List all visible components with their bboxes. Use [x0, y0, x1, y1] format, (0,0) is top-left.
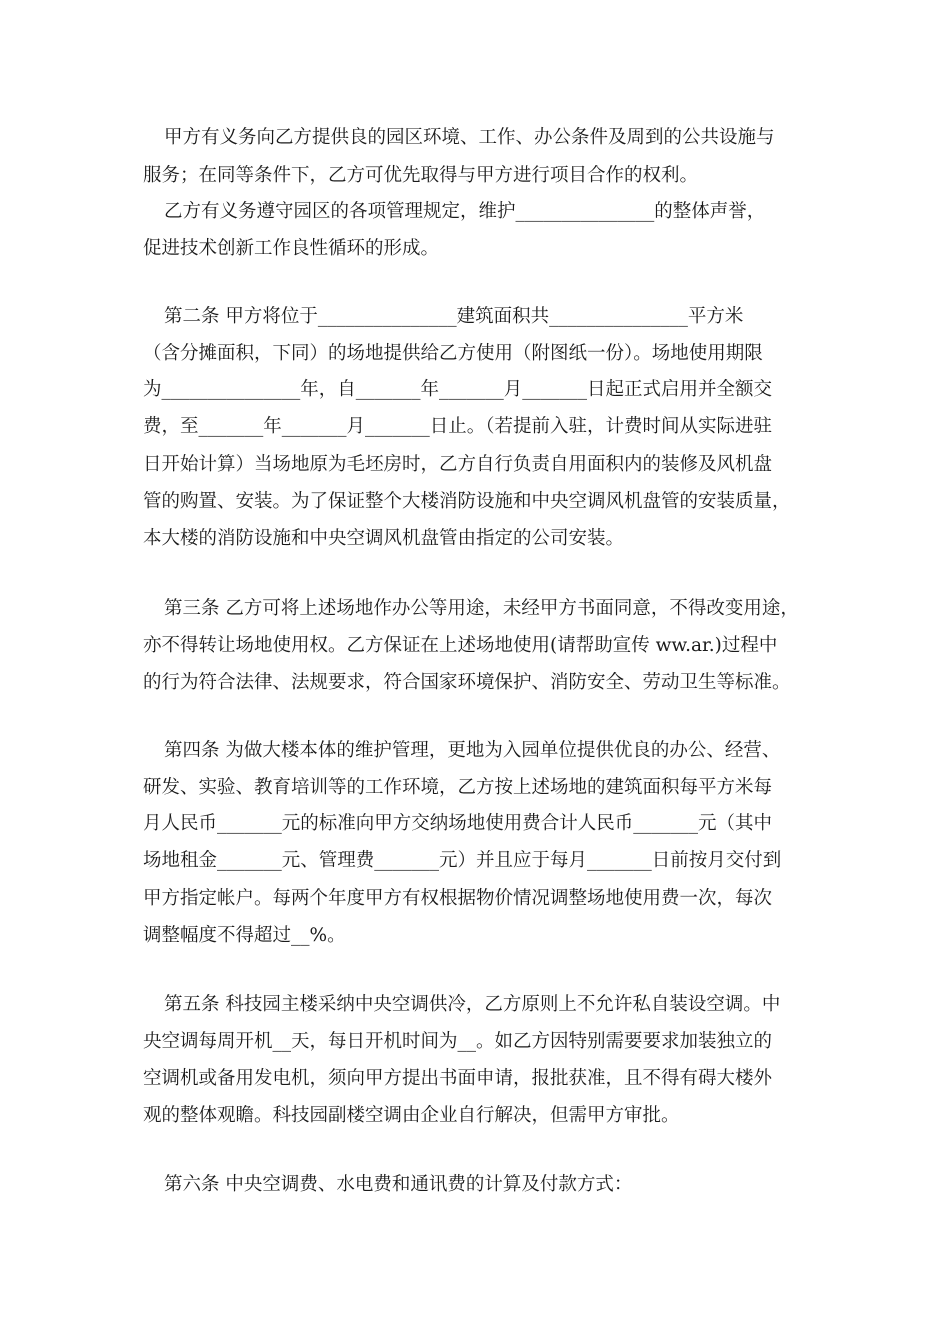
article-4-heading: 第四条 为做大楼本体的维护管理，更地为入园单位提供优良的办公、经营、	[164, 740, 781, 761]
text-line: 亦不得转让场地使用权。乙方保证在上述场地使用(请帮助宣传 ww.ar.)过程中	[143, 635, 778, 656]
text-line: 甲方指定帐户。每两个年度甲方有权根据物价情况调整场地使用费一次，每次	[143, 888, 773, 909]
text-line: 促进技术创新工作良性循环的形成。	[143, 238, 440, 259]
text-line: 服务；在同等条件下，乙方可优先取得与甲方进行项目合作的权利。	[143, 165, 699, 186]
text-line: 日开始计算）当场地原为毛坯房时，乙方自行负责自用面积内的装修及风机盘	[143, 454, 773, 475]
text-line: 费，至_______年_______月_______日止。（若提前入驻，计费时间从实际进驻	[143, 416, 773, 437]
text-line: 月人民币_______元的标准向甲方交纳场地使用费合计人民币_______元（其中	[143, 813, 773, 834]
text-line: 为_______________年，自_______年_______月_______日起正式启用并全额交	[143, 379, 773, 400]
article-3-heading: 第三条 乙方可将上述场地作办公等用途，未经甲方书面同意，不得改变用途，	[164, 598, 799, 619]
text-line: 甲方有义务向乙方提供良的园区环境、工作、办公条件及周到的公共设施与	[164, 127, 775, 148]
text-line: 管的购置、安装。为了保证整个大楼消防设施和中央空调风机盘管的安装质量，	[143, 491, 791, 512]
text-line: 研发、实验、教育培训等的工作环境，乙方按上述场地的建筑面积每平方米每	[143, 777, 773, 798]
article-2-heading: 第二条 甲方将位于_______________建筑面积共_______________平方米	[164, 306, 744, 327]
text-line: （含分摊面积，下同）的场地提供给乙方使用（附图纸一份）。场地使用期限	[143, 343, 763, 364]
text-line: 场地租金_______元、管理费_______元）并且应于每月_______日前按月交付到	[143, 850, 782, 871]
text-line: 调整幅度不得超过__%。	[143, 925, 346, 946]
text-line: 空调机或备用发电机，须向甲方提出书面申请，报批获准，且不得有碍大楼外	[143, 1068, 773, 1089]
text-line: 观的整体观瞻。科技园副楼空调由企业自行解决，但需甲方审批。	[143, 1105, 680, 1126]
article-5-heading: 第五条 科技园主楼采纳中央空调供冷，乙方原则上不允许私自装设空调。中	[164, 994, 781, 1015]
text-line: 本大楼的消防设施和中央空调风机盘管由指定的公司安装。	[143, 528, 625, 549]
text-line: 乙方有义务遵守园区的各项管理规定，维护_______________的整体声誉，	[164, 201, 766, 222]
text-line: 央空调每周开机__天，每日开机时间为__。如乙方因特别需要要求加装独立的	[143, 1031, 773, 1052]
article-6-heading: 第六条 中央空调费、水电费和通讯费的计算及付款方式：	[164, 1174, 633, 1195]
text-line: 的行为符合法律、法规要求，符合国家环境保护、消防安全、劳动卫生等标准。	[143, 672, 791, 693]
